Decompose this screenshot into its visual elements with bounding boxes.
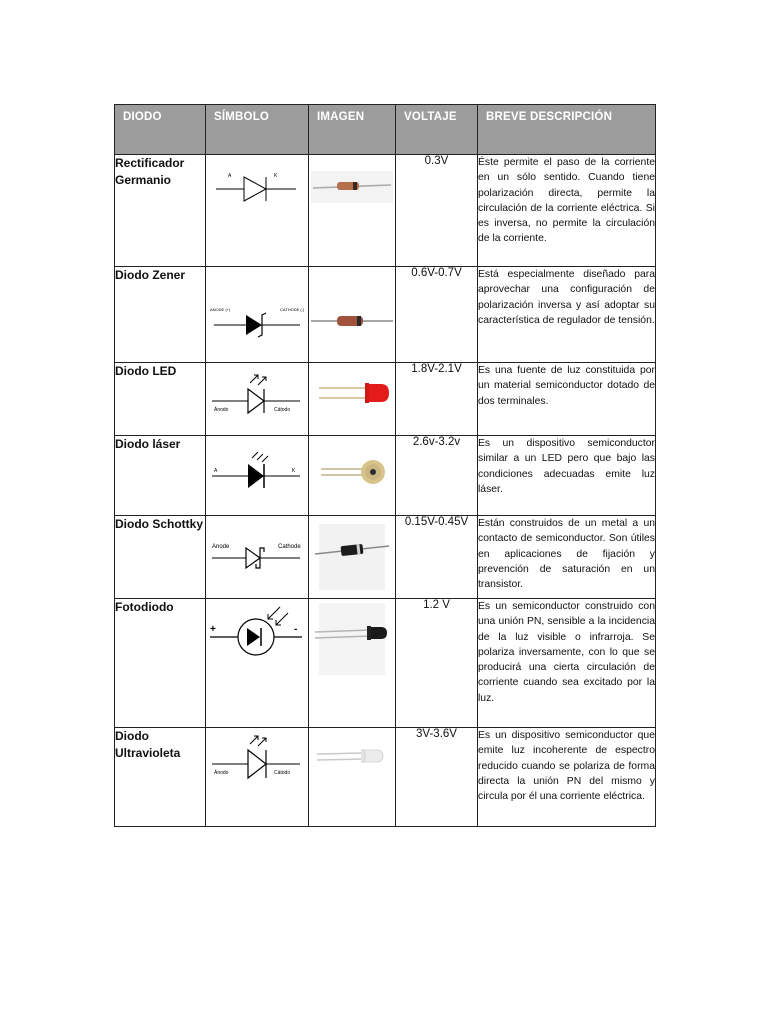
symbol-label-anode: ANODE (+) (210, 307, 231, 312)
symbol-label-cathode: Cathode (278, 544, 301, 550)
symbol-label-anode: Ánodo (214, 770, 229, 776)
header-simbolo: SÍMBOLO (206, 105, 309, 155)
table-row (115, 728, 656, 827)
rectifier-diode-symbol-icon (206, 155, 307, 265)
table-row (115, 267, 656, 363)
header-voltaje: VOLTAJE (396, 105, 478, 155)
schottky-diode-symbol-icon (206, 516, 307, 598)
diode-description: Es un dispositivo semiconductor similar a un LED pero que bajo las condiciones adecuadas emite luz láser. (478, 436, 656, 516)
diode-name: Fotodiodo (115, 599, 206, 728)
diode-name: Diodo Ultravioleta (115, 728, 206, 827)
diode-name: Diodo LED (115, 363, 206, 436)
diode-image (309, 267, 396, 363)
symbol-label-anode: A (214, 468, 218, 474)
symbol-label-anode: A (228, 173, 232, 179)
photodiode-photo-icon (309, 599, 394, 726)
header-descripcion: BREVE DESCRIPCIÓN (478, 105, 656, 155)
diode-symbol (206, 363, 309, 436)
diode-voltage: 1.2 V (396, 599, 478, 728)
diode-symbol (206, 267, 309, 363)
diode-image (309, 363, 396, 436)
red-led-photo-icon (309, 363, 394, 435)
diode-voltage: 2.6v-3.2v (396, 436, 478, 516)
diode-symbol (206, 436, 309, 516)
diode-name: Rectificador Germanio (115, 155, 206, 267)
diode-description: Están construidos de un metal a un contacto de semiconductor. Son útiles en aplicaciones de fijación y prevención de saturación en un transistor. (478, 516, 656, 599)
symbol-label-cathode: Cátodo (274, 407, 291, 413)
diode-description: Es un dispositivo semiconductor que emite luz incoherente de espectro reducido cuando se polariza de forma directa la unión PN del mismo y circula por él una corriente eléctrica. (478, 728, 656, 827)
diode-image (309, 728, 396, 827)
diode-voltage: 3V-3.6V (396, 728, 478, 827)
table-row (115, 436, 656, 516)
symbol-label-cathode: Cátodo (274, 770, 291, 776)
diode-name: Diodo láser (115, 436, 206, 516)
zener-diode-symbol-icon (206, 267, 307, 361)
diode-description: Es una fuente de luz constituida por un material semiconductor dotado de dos terminales. (478, 363, 656, 436)
symbol-label-cathode: K (292, 468, 296, 474)
diode-table (114, 104, 656, 827)
germanium-diode-photo-icon (309, 155, 394, 265)
symbol-label-positive: + (210, 624, 216, 635)
led-symbol-icon (206, 363, 307, 435)
diode-symbol (206, 155, 309, 267)
diode-voltage: 0.3V (396, 155, 478, 267)
laser-diode-photo-icon (309, 436, 394, 514)
diode-voltage: 0.15V-0.45V (396, 516, 478, 599)
diode-name: Diodo Zener (115, 267, 206, 363)
diode-image (309, 516, 396, 599)
table-row (115, 516, 656, 599)
diode-voltage: 1.8V-2.1V (396, 363, 478, 436)
diode-image (309, 436, 396, 516)
table-header-row (115, 105, 656, 155)
symbol-label-anode: Ánodo (214, 407, 229, 413)
diode-symbol (206, 599, 309, 728)
diode-name: Diodo Schottky (115, 516, 206, 599)
diode-symbol (206, 728, 309, 827)
laser-diode-symbol-icon (206, 436, 307, 514)
table-row (115, 155, 656, 267)
table-row (115, 599, 656, 728)
symbol-label-cathode: K (274, 173, 278, 179)
table-row (115, 363, 656, 436)
symbol-label-anode: Anode (212, 544, 230, 550)
diode-voltage: 0.6V-0.7V (396, 267, 478, 363)
diode-description: Está especialmente diseñado para aprovechar una configuración de polarización inversa y así adoptar su característica de regulador de tensión. (478, 267, 656, 363)
diode-image (309, 155, 396, 267)
symbol-label-cathode: CATHODE (-) (280, 307, 305, 312)
diode-symbol (206, 516, 309, 599)
diode-image (309, 599, 396, 728)
zener-diode-photo-icon (309, 267, 394, 361)
uv-led-photo-icon (309, 728, 394, 825)
header-imagen: IMAGEN (309, 105, 396, 155)
diode-description: Éste permite el paso de la corriente en un sólo sentido. Cuando tiene polarización directa, permite la circulación de la corriente eléctrica. Si es inversa, no permite la circulación de la corriente. (478, 155, 656, 267)
schottky-diode-photo-icon (309, 516, 394, 598)
header-diodo: DIODO (115, 105, 206, 155)
uv-diode-symbol-icon (206, 728, 307, 825)
diode-description: Es un semiconductor construido con una unión PN, sensible a la incidencia de la luz visible o infrarroja. Se polariza inversamente, con lo que se producirá una cierta circulación de corriente cuando sea excitado por la luz. (478, 599, 656, 728)
photodiode-symbol-icon (206, 599, 307, 726)
symbol-label-negative: - (294, 624, 298, 635)
